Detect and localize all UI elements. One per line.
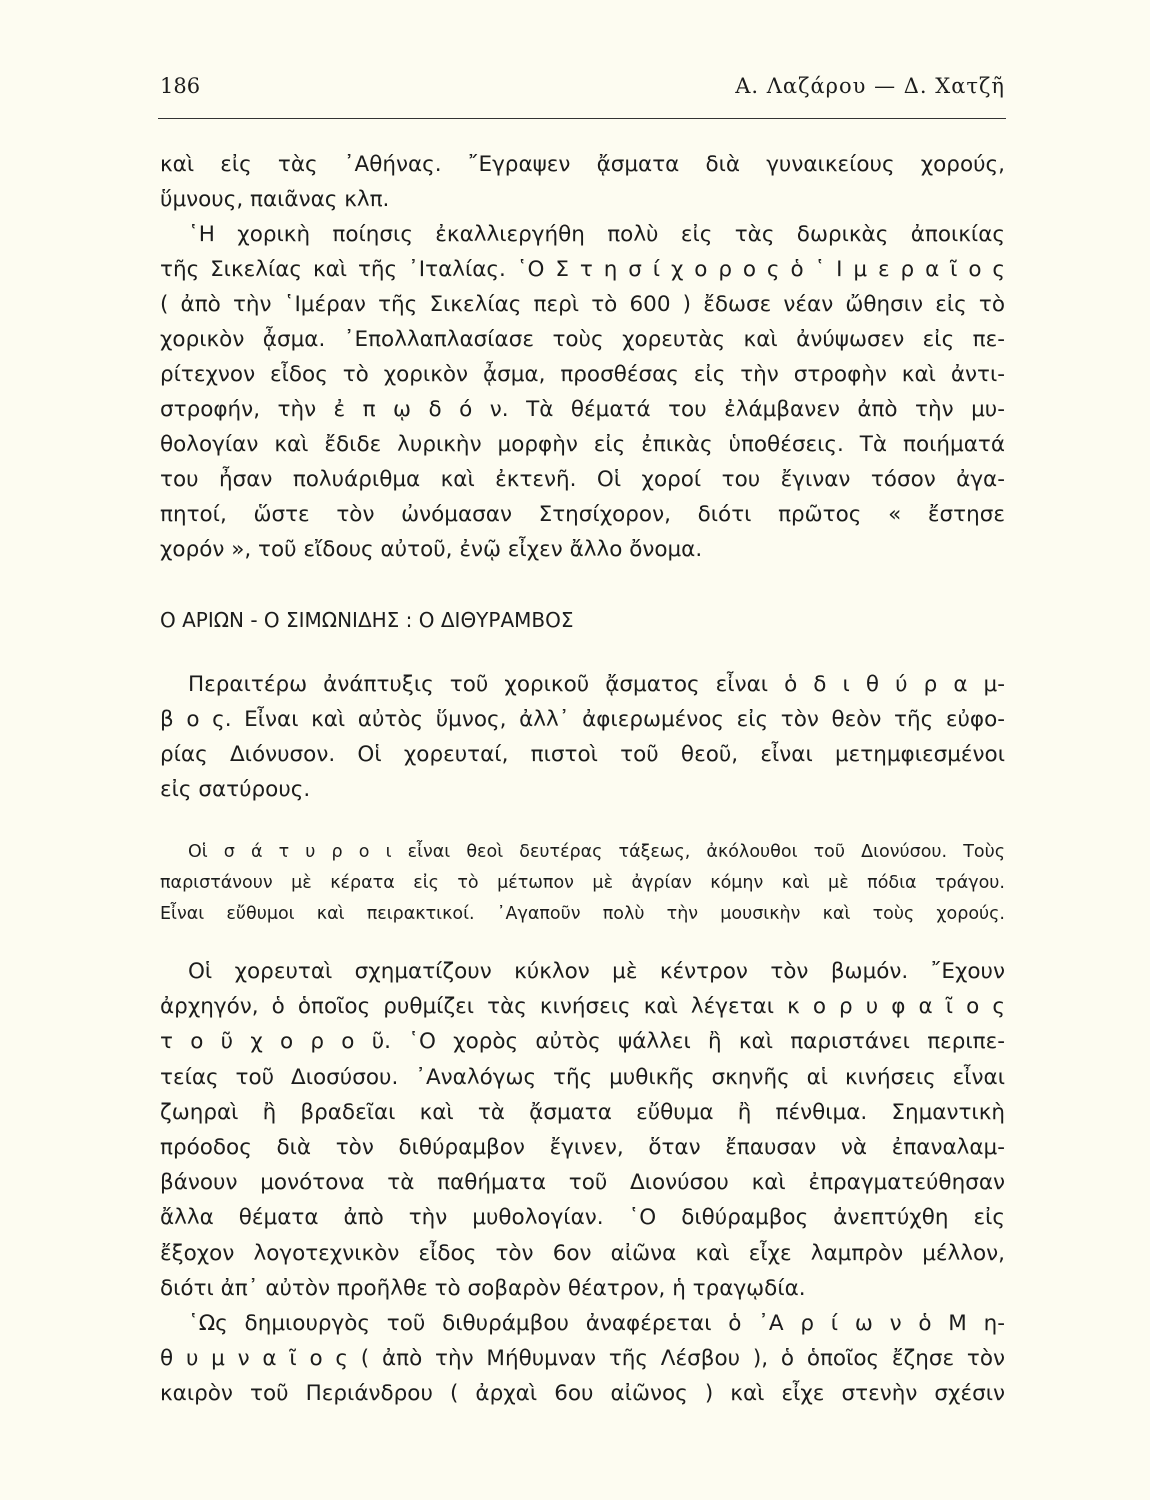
chorus-line: ζωηραὶ ἢ βραδεῖαι καὶ τὰ ᾄσματα εὔθυμα ἢ πένθιμα. Σημαντικὴ: [160, 1099, 1005, 1125]
chorus-line: βάνουν μονότονα τὰ παθήματα τοῦ Διονύσου καὶ ἐπραγματεύθησαν: [160, 1170, 1005, 1196]
body-line: καὶ εἰς τὰς ᾿Αθήνας. ῎Εγραψεν ᾄσματα διὰ γυναικείους χορούς,: [160, 152, 1005, 177]
chorus-line: ἄλλα θέματα ἀπὸ τὴν μυθολογίαν. ῾Ο διθύραμβος ἀνεπτύχθη εἰς: [160, 1205, 1005, 1231]
chorus-line: καιρὸν τοῦ Περιάνδρου ( ἀρχαὶ 6ου αἰῶνος ) καὶ εἶχε στενὴν σχέσιν: [160, 1381, 1005, 1407]
chorus-line: τείας τοῦ Διοσύσου. ᾿Αναλόγως τῆς μυθικῆς σκηνῆς αἱ κινήσεις εἶναι: [160, 1064, 1005, 1090]
body-line: θολογίαν καὶ ἔδιδε λυρικὴν μορφὴν εἰς ἐπικὰς ὑποθέσεις. Τὰ ποιήματά: [160, 432, 1005, 457]
body-line: στροφήν, τὴν ἐ π ῳ δ ό ν. Τὰ θέματά του ἐλάμβανεν ἀπὸ τὴν μυ-: [160, 397, 1005, 422]
body-line: ρίτεχνον εἶδος τὸ χορικὸν ᾆσμα, προσθέσας εἰς τὴν στροφὴν καὶ ἀντι-: [160, 362, 1005, 387]
running-title: Α. Λαζάρου — Δ. Χατζῆ: [735, 74, 1005, 98]
chorus-line: πρόοδος διὰ τὸν διθύραμβον ἔγινεν, ὅταν ἔπαυσαν νὰ ἐπαναλαμ-: [160, 1135, 1005, 1160]
header-rule: [158, 118, 1006, 119]
body-line: χορόν », τοῦ εἴδους αὐτοῦ, ἐνῷ εἶχεν ἄλλο ὄνομα.: [160, 537, 703, 562]
section-heading: Ο ΑΡΙΩΝ - Ο ΣΙΜΩΝΙΔΗΣ : Ο ΔΙΘΥΡΑΜΒΟΣ: [160, 608, 574, 632]
body-line: χορικὸν ᾆσμα. ᾿Επολλαπλασίασε τοὺς χορευτὰς καὶ ἀνύψωσεν εἰς πε-: [160, 327, 1005, 352]
page-number: 186: [160, 74, 201, 98]
dithyramb-line: β ο ς. Εἶναι καὶ αὐτὸς ὕμνος, ἀλλ᾿ ἀφιερωμένος εἰς τὸν θεὸν τῆς εὐφο-: [160, 707, 1005, 732]
note-line: Εἶναι εὔθυμοι καὶ πειρακτικοί. ᾿Αγαποῦν πολὺ τὴν μουσικὴν καὶ τοὺς χορούς.: [160, 904, 1005, 924]
body-line: ( ἀπὸ τὴν ῾Ιμέραν τῆς Σικελίας περὶ τὸ 600 ) ἔδωσε νέαν ὤθησιν εἰς τὸ: [160, 292, 1005, 317]
body-line: ὕμνους, παιᾶνας κλπ.: [160, 187, 390, 212]
chorus-line: θ υ μ ν α ῖ ο ς ( ἀπὸ τὴν Μήθυμναν τῆς Λέσβου ), ὁ ὁποῖος ἔζησε τὸν: [160, 1346, 1005, 1372]
chorus-line: τ ο ῦ χ ο ρ ο ῦ. ῾Ο χορὸς αὐτὸς ψάλλει ἢ καὶ παριστάνει περιπε-: [160, 1029, 1005, 1055]
note-line: Οἱ σ ά τ υ ρ ο ι εἶναι θεοὶ δευτέρας τάξεως, ἀκόλουθοι τοῦ Διονύσου. Τοὺς: [188, 842, 1005, 862]
dithyramb-line: ρίας Διόνυσον. Οἱ χορευταί, πιστοὶ τοῦ θεοῦ, εἶναι μετημφιεσμένοι: [160, 742, 1005, 767]
body-line: του ἦσαν πολυάριθμα καὶ ἐκτενῆ. Οἱ χοροί του ἔγιναν τόσον ἀγα-: [160, 467, 1005, 492]
chorus-line: Οἱ χορευταὶ σχηματίζουν κύκλον μὲ κέντρον τὸν βωμόν. ῎Εχουν: [188, 959, 1005, 984]
chorus-line: ῾Ως δημιουργὸς τοῦ διθυράμβου ἀναφέρεται ὁ ᾿Α ρ ί ω ν ὁ Μ η-: [188, 1311, 1005, 1336]
dithyramb-line: εἰς σατύρους.: [160, 777, 311, 802]
chorus-line: διότι ἀπ᾿ αὐτὸν προῆλθε τὸ σοβαρὸν θέατρον, ἡ τραγῳδία.: [160, 1275, 806, 1301]
note-line: παριστάνουν μὲ κέρατα εἰς τὸ μέτωπον μὲ ἀγρίαν κόμην καὶ μὲ πόδια τράγου.: [160, 873, 1005, 893]
dithyramb-line: Περαιτέρω ἀνάπτυξις τοῦ χορικοῦ ᾄσματος εἶναι ὁ δ ι θ ύ ρ α μ-: [188, 672, 1005, 697]
body-line: τῆς Σικελίας καὶ τῆς ᾿Ιταλίας. ῾Ο Σ τ η σ ί χ ο ρ ο ς ὁ ῾ Ι μ ε ρ α ῖ ο ς: [160, 257, 1005, 282]
chorus-line: ἔξοχον λογοτεχνικὸν εἶδος τὸν 6ον αἰῶνα καὶ εἶχε λαμπρὸν μέλλον,: [160, 1240, 1005, 1266]
chorus-line: ἀρχηγόν, ὁ ὁποῖος ρυθμίζει τὰς κινήσεις καὶ λέγεται κ ο ρ υ φ α ῖ ο ς: [160, 994, 1005, 1020]
body-line: πητοί, ὥστε τὸν ὠνόμασαν Στησίχορον, διότι πρῶτος « ἔστησε: [160, 502, 1005, 527]
body-line: ῾Η χορικὴ ποίησις ἐκαλλιεργήθη πολὺ εἰς τὰς δωρικὰς ἀποικίας: [188, 222, 1005, 247]
